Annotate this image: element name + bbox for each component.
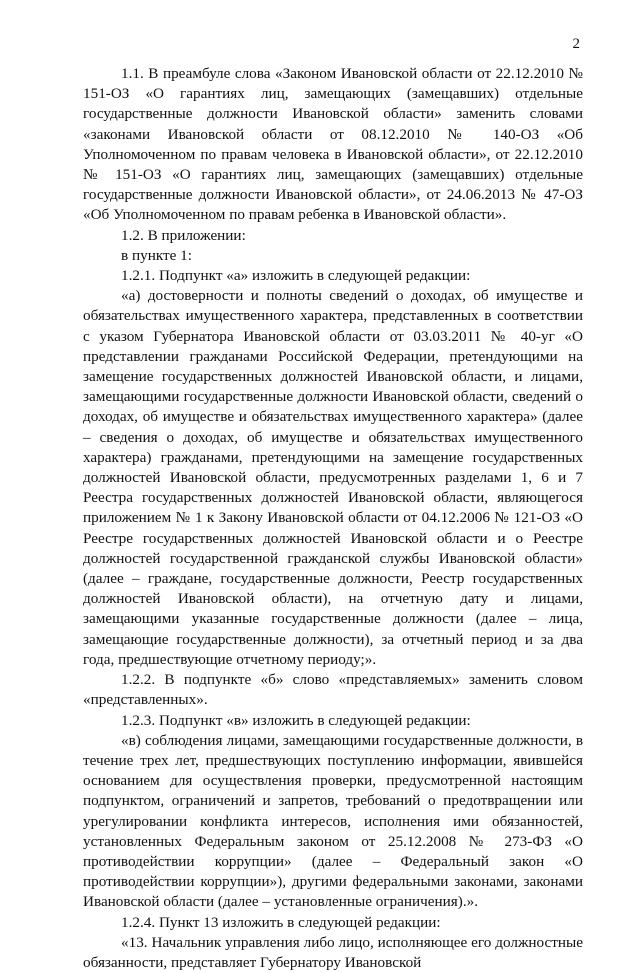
- paragraph: 1.2.1. Подпункт «а» изложить в следующей редакции:: [121, 267, 471, 285]
- paragraph: «в) соблюдения лицами, замещающими государственные должности, в течение трех лет, предшествующих поступлению информации, явившейся основанием для осуществления проверки, предусмотренной настоящим подпунктом, ограничений и запретов, требований о предотвращении или урегулировании конфликта интересов, исполнения ими обязанностей, установленных Федеральным законом от 25.12.2008 № 273-ФЗ «О противодействии коррупции» (далее – Федеральный закон «О противодействии коррупции»), другими федеральными законами, законами Ивановской области (далее – установленные ограничения).».: [83, 731, 583, 911]
- paragraph: 1.1. В преамбуле слова «Законом Ивановской области от 22.12.2010 № 151-ОЗ «О гарантиях лиц, замещающих (замещавших) отдельные государственные должности Ивановской области» заменить словами «законами Ивановской области от 08.12.2010 № 140-ОЗ «Об Уполномоченном по правам человека в Ивановской области», от 22.12.2010 № 151-ОЗ «О гарантиях лиц, замещающих (замещавших) отдельные государственные должности Ивановской области», от 24.06.2013 № 47-ОЗ «Об Уполномоченном по правам ребенка в Ивановской области».: [83, 65, 583, 224]
- paragraph: 1.2.2. В подпункте «б» слово «представляемых» заменить словом «представленных».: [83, 671, 583, 709]
- paragraph: «а) достоверности и полноты сведений о доходах, об имуществе и обязательствах имущественного характера, представленных в соответствии с указом Губернатора Ивановской области от 03.03.2011 № 40-уг «О представлении гражданами Российской Федерации, претендующими на замещение государственных должностей Ивановской области, и лицами, замещающими государственные должности Ивановской области, сведений о доходах, об имуществе и обязательствах имущественного характера» (далее – сведения о доходах, об имуществе и обязательствах имущественного характера) гражданами, претендующими на замещение государственных должностей Ивановской области, предусмотренных разделами 1, 6 и 7 Реестра государственных должностей Ивановской области, являющегося приложением № 1 к Закону Ивановской области от 04.12.2006 № 121-ОЗ «О Реестре государственных должностей Ивановской области и о Реестре должностей государственной гражданской службы Ивановской области» (далее – граждане, государственные должности, Реестр государственных должностей Ивановской области), на отчетную дату и лицами, замещающими указанные государственные должности (далее – лица, замещающие государственные должности), за отчетный период и за два года, предшествующие отчетному периоду;».: [83, 287, 583, 668]
- paragraph: в пункте 1:: [121, 246, 192, 264]
- paragraph: 1.2. В приложении:: [121, 226, 246, 244]
- paragraph: «13. Начальник управления либо лицо, исполняющее его должностные обязанности, представляет Губернатору Ивановской: [83, 933, 583, 971]
- paragraph: 1.2.3. Подпункт «в» изложить в следующей редакции:: [121, 711, 471, 729]
- page-number: 2: [572, 36, 580, 52]
- document-body: [83, 64, 583, 973]
- paragraph: 1.2.4. Пункт 13 изложить в следующей редакции:: [121, 913, 441, 931]
